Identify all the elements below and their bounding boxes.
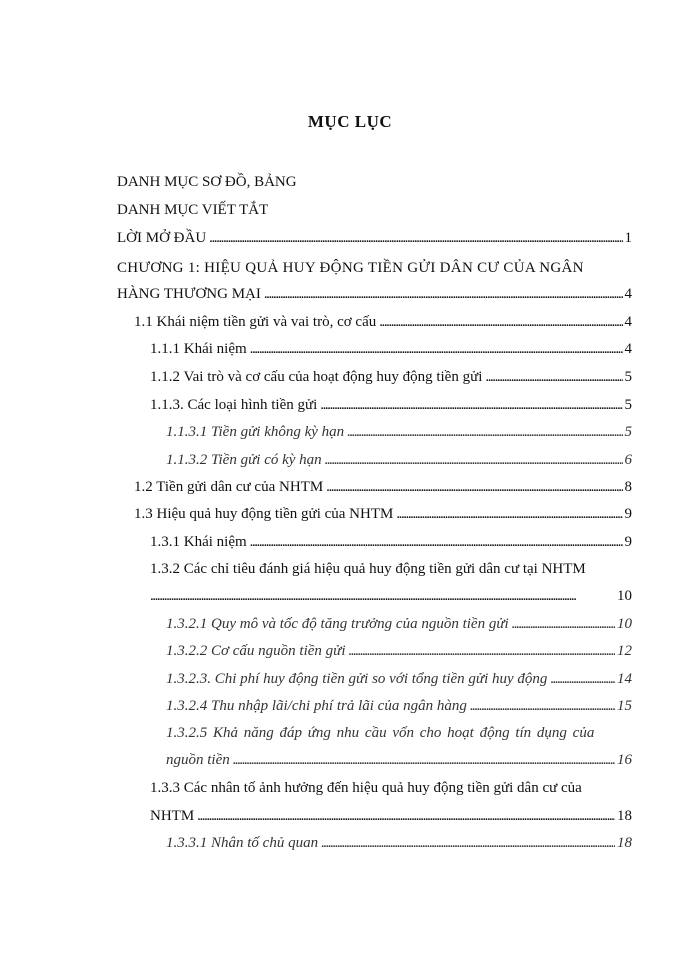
toc-entry-label: 1.3.2.1 Quy mô và tốc độ tăng trưởng của nguồn tiền gửi [166, 616, 509, 632]
toc-entry-label: 1.1.3.2 Tiền gửi có kỳ hạn [166, 452, 322, 468]
toc-entry-1-3-2[interactable] [150, 586, 632, 606]
toc-entry-1-3-2-2[interactable] [166, 641, 632, 661]
toc-entry-1-3-2-line1[interactable]: 1.3.2 Các chỉ tiêu đánh giá hiệu quả huy động tiền gửi dân cư tại NHTM [150, 561, 586, 577]
toc-page-number: 16 [617, 752, 632, 768]
dot-leader [317, 395, 622, 415]
toc-entry-1-3[interactable] [134, 504, 632, 524]
toc-entry-1-3-1[interactable] [150, 532, 632, 552]
toc-entry-label: DANH MỤC VIẾT TẮT [117, 202, 269, 218]
toc-page-number: 14 [617, 671, 632, 687]
dot-leader [344, 422, 622, 442]
dot-leader [206, 228, 622, 248]
toc-entry-label: nguồn tiền [166, 752, 230, 768]
toc-entry-label: HÀNG THƯƠNG MẠI [117, 286, 261, 302]
toc-entry-1-3-3-line1[interactable]: 1.3.3 Các nhân tố ảnh hưởng đến hiệu quả huy động tiền gửi dân cư của [150, 780, 582, 796]
toc-page-number: 12 [617, 643, 632, 659]
dot-leader [509, 614, 615, 634]
toc-page-number: 10 [617, 588, 632, 604]
toc-entry-label: 1.3.2.4 Thu nhập lãi/chi phí trả lãi của ngân hàng [166, 698, 467, 714]
toc-entry-label: 1.3.2.2 Cơ cấu nguồn tiền gửi [166, 643, 346, 659]
dot-leader [393, 504, 622, 524]
toc-entry-label: 1.3.3.1 Nhân tố chủ quan [166, 835, 319, 851]
dot-leader [482, 367, 622, 387]
toc-entry-1-3-2-4[interactable] [166, 696, 632, 716]
toc-entry-chapter-1-line1[interactable]: CHƯƠNG 1: HIỆU QUẢ HUY ĐỘNG TIỀN GỬI DÂN CƯ CỦA NGÂN [117, 260, 584, 276]
toc-entry-label: 1.2 Tiền gửi dân cư của NHTM [134, 479, 324, 495]
dot-leader [230, 750, 615, 770]
dot-leader [323, 477, 622, 497]
toc-page-number: 9 [624, 506, 632, 522]
toc-entry-1-3-2-3[interactable] [166, 669, 632, 689]
toc-page-number: 4 [624, 314, 632, 330]
toc-entry-label: LỜI MỞ ĐẦU [117, 230, 207, 246]
dot-leader [194, 806, 615, 826]
toc-page-number: 10 [617, 616, 632, 632]
toc-entry-1-1-3-1[interactable] [166, 422, 632, 442]
dot-leader [322, 450, 623, 470]
toc-entry-label: 1.3 Hiệu quả huy động tiền gửi của NHTM [134, 506, 394, 522]
toc-page-number: 18 [617, 835, 632, 851]
toc-entry-1-1[interactable] [134, 312, 632, 332]
toc-page-number: 8 [624, 479, 632, 495]
dot-leader [346, 641, 615, 661]
toc-entry-1-1-1[interactable] [150, 339, 632, 359]
toc-page-number: 4 [624, 286, 632, 302]
toc-entry-abbreviations[interactable] [117, 200, 268, 220]
toc-page-number: 1 [624, 230, 632, 246]
toc-entry-1-1-2[interactable] [150, 367, 632, 387]
toc-entry-1-3-2-5[interactable] [166, 750, 632, 770]
toc-page-number: 4 [624, 341, 632, 357]
toc-entry-1-2[interactable] [134, 477, 632, 497]
toc-page-number: 5 [624, 369, 632, 385]
toc-page-number: 9 [624, 534, 632, 550]
dot-leader [150, 586, 615, 606]
toc-page-number: 18 [617, 808, 632, 824]
toc-page-number: 15 [617, 698, 632, 714]
dot-leader [247, 339, 623, 359]
toc-entry-label: 1.3.2.3. Chi phí huy động tiền gửi so với tổng tiền gửi huy động [166, 671, 548, 687]
toc-entry-label: 1.1.1 Khái niệm [150, 341, 247, 357]
toc-entry-label: 1.3.1 Khái niệm [150, 534, 247, 550]
toc-entry-label: 1.1 Khái niệm tiền gửi và vai trò, cơ cấu [134, 314, 377, 330]
toc-entry-introduction[interactable] [117, 228, 632, 248]
toc-entry-label: NHTM [150, 808, 195, 824]
toc-entry-label: 1.1.3.1 Tiền gửi không kỳ hạn [166, 424, 345, 440]
toc-page-number: 5 [624, 397, 632, 413]
dot-leader [547, 669, 615, 689]
toc-page-number: 5 [624, 424, 632, 440]
toc-entry-1-3-2-1[interactable] [166, 614, 632, 634]
page-title: MỤC LỤC [307, 112, 393, 131]
toc-entry-label: DANH MỤC SƠ ĐỒ, BẢNG [117, 174, 297, 190]
toc-page-number: 6 [624, 452, 632, 468]
toc-entry-chapter-1[interactable] [117, 284, 632, 304]
dot-leader [261, 284, 623, 304]
toc-entry-1-3-3[interactable] [150, 806, 632, 826]
toc-entry-1-3-2-5-line1[interactable]: 1.3.2.5 Khả năng đáp ứng nhu cầu vốn cho hoạt động tín dụng của [166, 725, 595, 741]
dot-leader [247, 532, 623, 552]
dot-leader [376, 312, 622, 332]
toc-entry-1-3-3-1[interactable] [166, 833, 632, 853]
toc-entry-label: 1.1.2 Vai trò và cơ cấu của hoạt động huy động tiền gửi [150, 369, 483, 385]
dot-leader [467, 696, 615, 716]
toc-entry-list-of-charts[interactable] [117, 172, 297, 192]
toc-entry-1-1-3[interactable] [150, 395, 632, 415]
toc-entry-1-1-3-2[interactable] [166, 450, 632, 470]
toc-entry-label: 1.1.3. Các loại hình tiền gửi [150, 397, 318, 413]
dot-leader [318, 833, 615, 853]
